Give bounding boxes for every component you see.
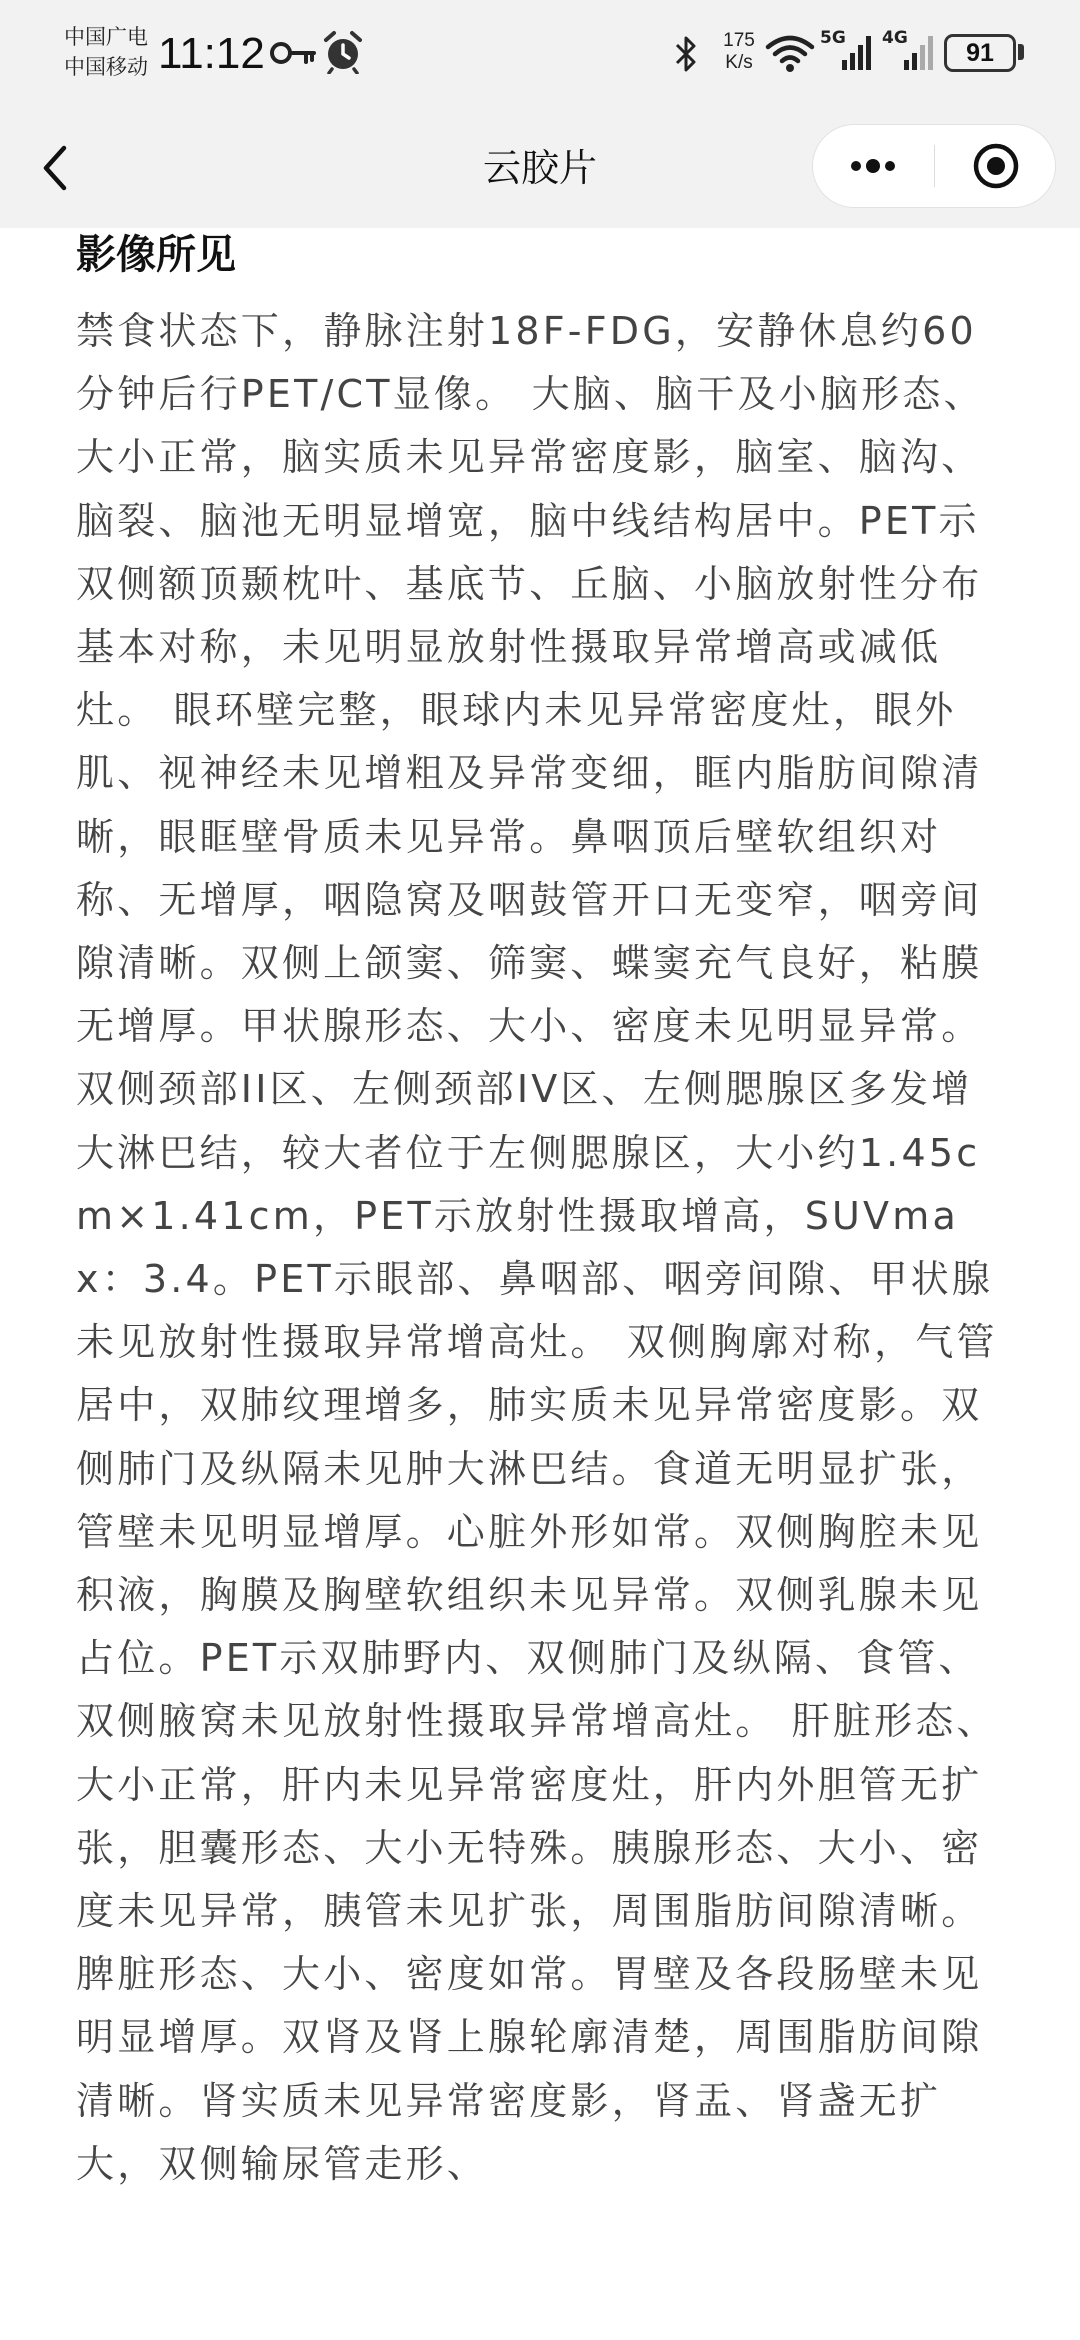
signal-5g-label: 5G (820, 28, 846, 48)
section-heading: 影像所见 (76, 232, 236, 278)
more-button[interactable] (813, 125, 933, 207)
network-speed-value: 175 (723, 30, 755, 51)
more-dots-icon (866, 159, 880, 173)
mini-program-capsule (812, 124, 1056, 208)
battery-cap (1018, 44, 1024, 60)
network-speed-unit: K/s (725, 52, 753, 73)
carrier-1: 中国广电 (64, 25, 148, 49)
signal-4g-label: 4G (882, 28, 908, 48)
more-dots-icon (885, 161, 895, 171)
carrier-info (64, 22, 148, 82)
network-speed (714, 30, 764, 74)
wifi-icon (764, 34, 816, 74)
battery-indicator: 91 (944, 34, 1016, 72)
clock: 11:12 (158, 29, 265, 78)
bluetooth-icon (672, 34, 700, 74)
close-button[interactable] (937, 125, 1055, 207)
capsule-divider (934, 145, 935, 187)
signal-4g-indicator (882, 30, 936, 74)
page-title: 云胶片 (482, 146, 597, 190)
findings-text: 禁食状态下，静脉注射18F-FDG，安静休息约60分钟后行PET/CT显像。 大脑、脑干及小脑形态、大小正常，脑实质未见异常密度影，脑室、脑沟、脑裂、脑池无明显增宽，脑中线结构居中。PET示双侧额顶颞枕叶、基底节、丘脑、小脑放射性分布基本对称，未见明显放射性摄取异常增高或减低灶。 眼环壁完整，眼球内未见异常密度灶，眼外肌、视神经未见增粗及异常变细，眶内脂肪间隙清晰，眼眶壁骨质未见异常。鼻咽顶后壁软组织对称、无增厚，咽隐窝及咽鼓管开口无变窄，咽旁间隙清晰。双侧上颌窦、筛窦、蝶窦充气良好，粘膜无增厚。甲状腺形态、大小、密度未见明显异常。双侧颈部II区、左侧颈部IV区、左侧腮腺区多发增大淋巴结，较大者位于左侧腮腺区，大小约1.45cm×1.41cm，PET示放射性摄取增高，SUVmax：3.4。PET示眼部、鼻咽部、咽旁间隙、甲状腺未见放射性摄取异常增高灶。 双侧胸廓对称，气管居中，双肺纹理增多，肺实质未见异常密度影。双侧肺门及纵隔未见肿大淋巴结。食道无明显扩张，管壁未见明显增厚。心脏外形如常。双侧胸腔未见积液，胸膜及胸壁软组织未见异常。双侧乳腺未见占位。PET示双肺野内、双侧肺门及纵隔、食管、双侧腋窝未见放射性摄取异常增高灶。 肝脏形态、大小正常，肝内未见异常密度灶，肝内外胆管无扩张，胆囊形态、大小无特殊。胰腺形态、大小、密度未见异常，胰管未见扩张，周围脂肪间隙清晰。脾脏形态、大小、密度如常。胃壁及各段肠壁未见明显增厚。双肾及肾上腺轮廓清楚，周围脂肪间隙清晰。肾实质未见异常密度影，肾盂、肾盏无扩大，双侧输尿管走形、 (76, 309, 998, 2186)
key-icon (270, 36, 316, 70)
carrier-2: 中国移动 (64, 55, 148, 79)
signal-5g-indicator (820, 30, 874, 74)
report-content[interactable] (0, 228, 1080, 2340)
alarm-clock-icon (322, 30, 364, 74)
more-dots-icon (851, 161, 861, 171)
